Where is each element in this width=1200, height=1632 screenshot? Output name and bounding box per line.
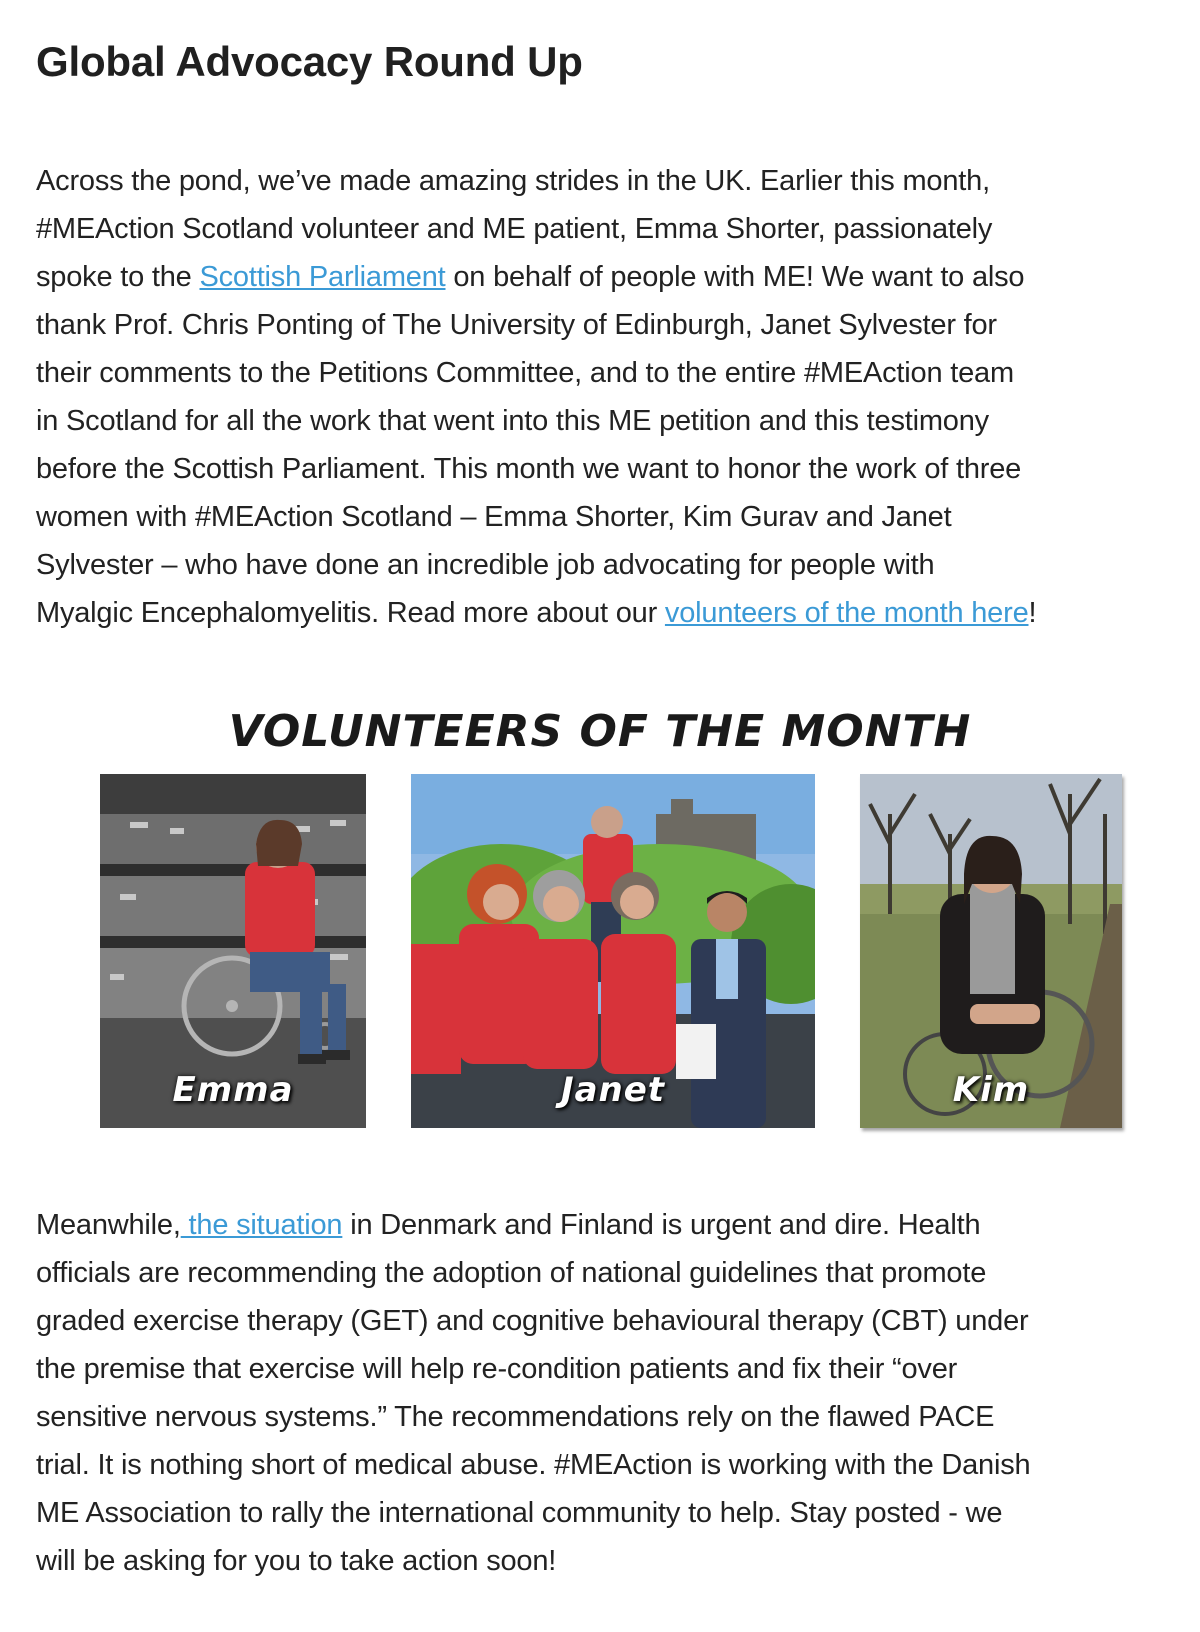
text-line: Sylvester – who have done an incredible job advocating for people with — [36, 549, 935, 581]
text-line — [36, 1201, 1176, 1249]
the-situation-link[interactable]: the situation — [180, 1209, 343, 1241]
janet-photo — [411, 774, 815, 1128]
text-segment: on behalf of people with ME! We want to also — [445, 261, 1025, 293]
text-line: thank Prof. Chris Ponting of The University of Edinburgh, Janet Sylvester for — [36, 309, 997, 341]
text-line: graded exercise therapy (GET) and cognitive behavioural therapy (CBT) under — [36, 1305, 1029, 1337]
text-line: ME Association to rally the international community to help. Stay posted - we — [36, 1497, 1003, 1529]
text-segment: spoke to the — [36, 261, 200, 293]
volunteers-of-the-month-link[interactable]: volunteers of the month here — [664, 597, 1029, 629]
text-line: the premise that exercise will help re-condition patients and fix their “over — [36, 1353, 958, 1385]
emma-photo — [100, 774, 366, 1128]
text-line: will be asking for you to take action soon! — [36, 1545, 557, 1577]
section-heading: Global Advocacy Round Up — [36, 38, 583, 85]
denmark-finland-paragraph — [36, 1201, 1176, 1585]
text-line: trial. It is nothing short of medical abuse. #MEAction is working with the Danish — [36, 1449, 1031, 1481]
text-segment: Myalgic Encephalomyelitis. Read more about our — [36, 597, 665, 629]
text-line — [36, 589, 1176, 637]
text-line: officials are recommending the adoption of national guidelines that promote — [36, 1257, 987, 1289]
text-segment: Meanwhile, — [36, 1209, 181, 1241]
kim-label: Kim — [952, 1070, 1030, 1110]
uk-advocacy-paragraph — [36, 157, 1176, 637]
janet-label: Janet — [560, 1070, 666, 1110]
text-line: before the Scottish Parliament. This month we want to honor the work of three — [36, 453, 1022, 485]
emma-label: Emma — [172, 1070, 294, 1110]
text-line: their comments to the Petitions Committee, and to the entire #MEAction team — [36, 357, 1014, 389]
text-line: sensitive nervous systems.” The recommendations rely on the flawed PACE — [36, 1401, 995, 1433]
scottish-parliament-link[interactable]: Scottish Parliament — [199, 261, 446, 293]
text-line: in Scotland for all the work that went into this ME petition and this testimony — [36, 405, 989, 437]
volunteers-banner-title: VOLUNTEERS OF THE MONTH — [228, 706, 972, 757]
kim-photo — [860, 774, 1122, 1128]
text-line — [36, 253, 1176, 301]
text-segment: ! — [1028, 597, 1037, 629]
text-line: women with #MEAction Scotland – Emma Shorter, Kim Gurav and Janet — [36, 501, 952, 533]
text-segment: in Denmark and Finland is urgent and dire. Health — [342, 1209, 981, 1241]
text-line: Across the pond, we’ve made amazing strides in the UK. Earlier this month, — [36, 165, 990, 197]
text-line: #MEAction Scotland volunteer and ME patient, Emma Shorter, passionately — [36, 213, 993, 245]
